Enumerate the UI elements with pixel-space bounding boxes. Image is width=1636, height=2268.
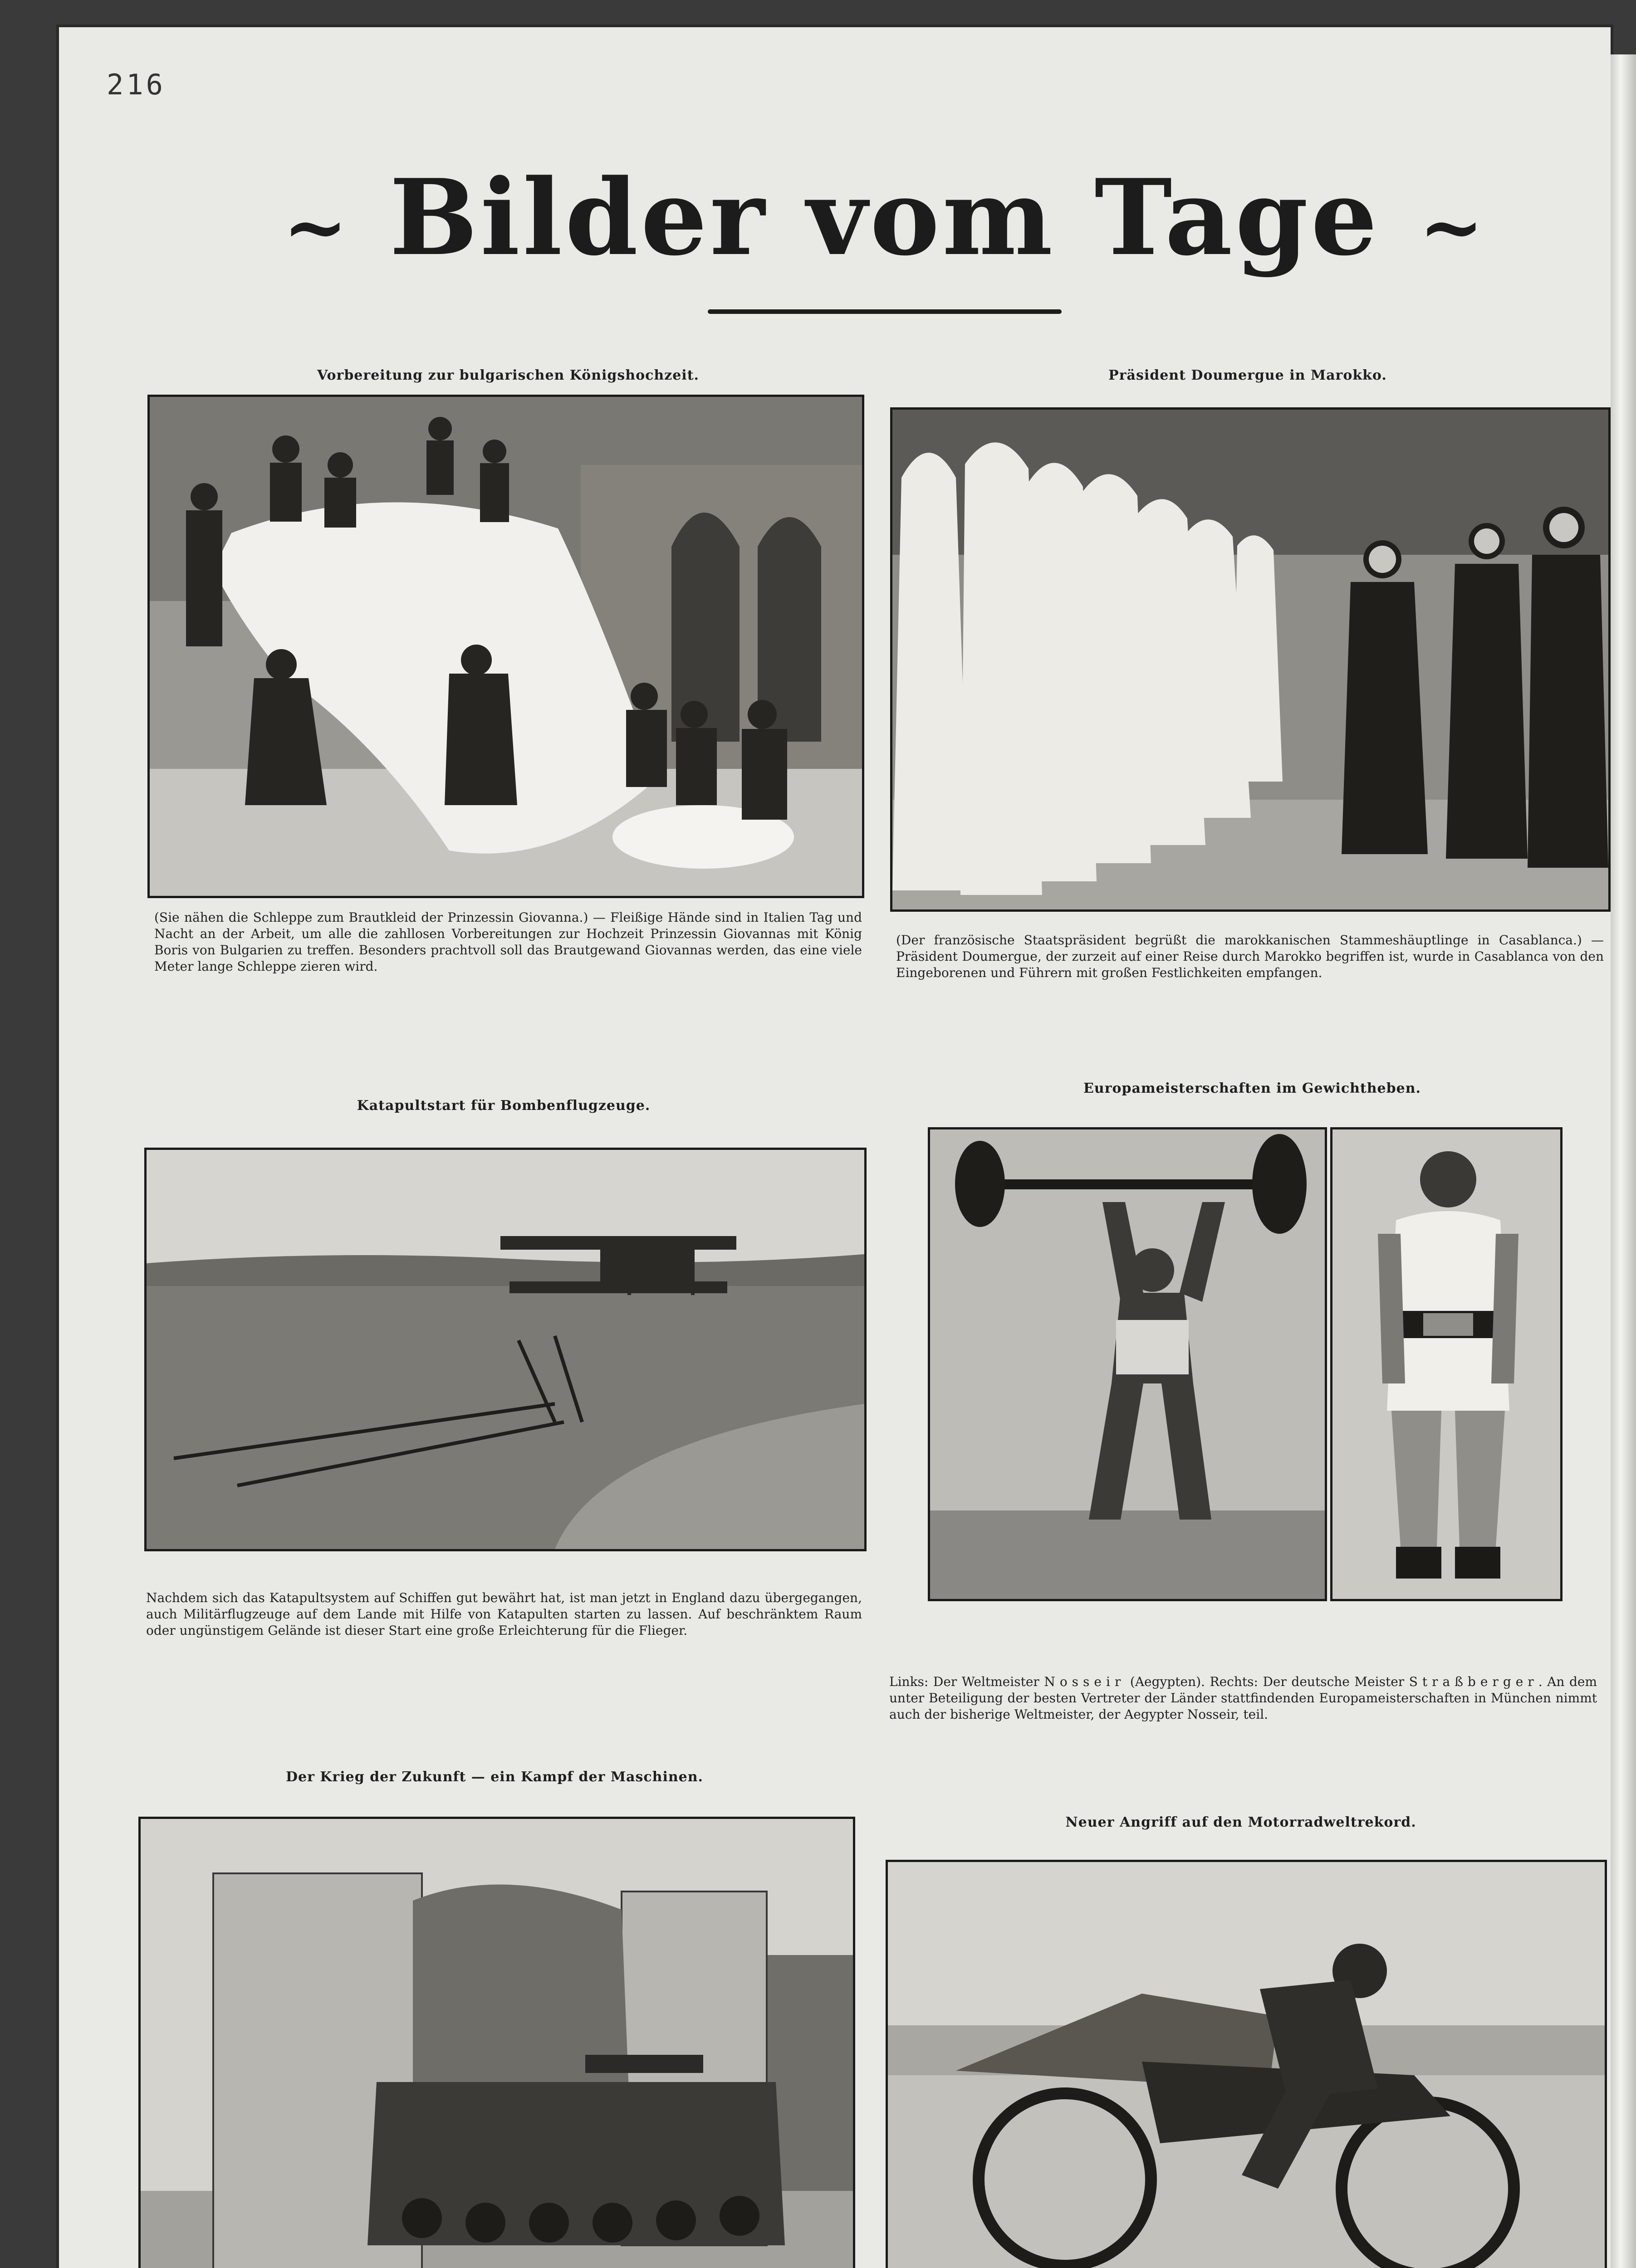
caption-weightlifting-rest: . An dem unter Beteiligung der besten Vertreter der Länder stattfindenden Europameisterschaften in München nimmt auch der bisherige Weltmeister, der Aegypter Nosseir, teil. (889, 1674, 1597, 1722)
caption-doumergue: (Der französische Staatspräsident begrüßt die marokkanischen Stammeshäuptlinge in Casablanca.) — Präsident Doumergue, der zurzeit auf einer Reise durch Marokko begriffen ist, wurde in Casablanca von den Eingeborenen und Führern mit großen Festlichkeiten empfangen. (896, 933, 1604, 980)
photo-motorcycle (886, 1860, 1607, 2268)
photo-catapult (144, 1148, 867, 1551)
title-ornament-right: ~ (1419, 181, 1487, 273)
caption-weightlifting-name-strassberger: Straßberger (1409, 1674, 1538, 1689)
headline-weightlifting: Europameisterschaften im Gewichtheben. (1083, 1080, 1421, 1096)
caption-weightlifting-lead: Links: Der Weltmeister (889, 1674, 1044, 1689)
title-ornament-left: ~ (283, 181, 351, 273)
page-edge (1611, 54, 1636, 2268)
caption-weightlifting-name-nosseir: Nosseir (1044, 1674, 1126, 1689)
headline-doumergue: Präsident Doumergue in Marokko. (1108, 367, 1387, 383)
headline-wedding: Vorbereitung zur bulgarischen Königshochzeit. (317, 367, 700, 383)
headline-tank: Der Krieg der Zukunft — ein Kampf der Maschinen. (285, 1769, 704, 1785)
page-title-text: Bilder vom Tage (389, 156, 1380, 279)
headline-motorcycle: Neuer Angriff auf den Motorradweltrekord. (1065, 1814, 1416, 1830)
title-underline (708, 309, 1062, 314)
caption-weightlifting (889, 1674, 1597, 1723)
photo-doumergue (890, 407, 1611, 912)
page-number: 216 (107, 68, 166, 101)
photo-wedding (147, 395, 864, 898)
page-title (245, 156, 1524, 279)
photo-strassberger (1330, 1127, 1563, 1601)
photo-tank (138, 1817, 855, 2268)
photo-nosseir (928, 1127, 1327, 1601)
caption-weightlifting-mid: (Aegypten). Rechts: Der deutsche Meister (1125, 1674, 1409, 1689)
headline-catapult: Katapultstart für Bombenflugzeuge. (357, 1098, 651, 1114)
caption-catapult: Nachdem sich das Katapultsystem auf Schiffen gut bewährt hat, ist man jetzt in England dazu übergegangen, auch Militärflugzeuge auf dem Lande mit Hilfe von Katapulten starten zu lassen. Auf beschränktem Raum oder ungünstigem Gelände ist dieser Start eine große Erleichterung für die Flieger. (146, 1590, 862, 1638)
caption-wedding: (Sie nähen die Schleppe zum Brautkleid der Prinzessin Giovanna.) — Fleißige Hände sind in Italien Tag und Nacht an der Arbeit, um alle die zahllosen Vorbereitungen zur Hochzeit Prinzessin Giovannas mit König Boris von Bulgarien zu treffen. Besonders prachtvoll soll das Brautgewand Giovannas werden, das eine viele Meter lange Schleppe zieren wird. (154, 910, 862, 974)
